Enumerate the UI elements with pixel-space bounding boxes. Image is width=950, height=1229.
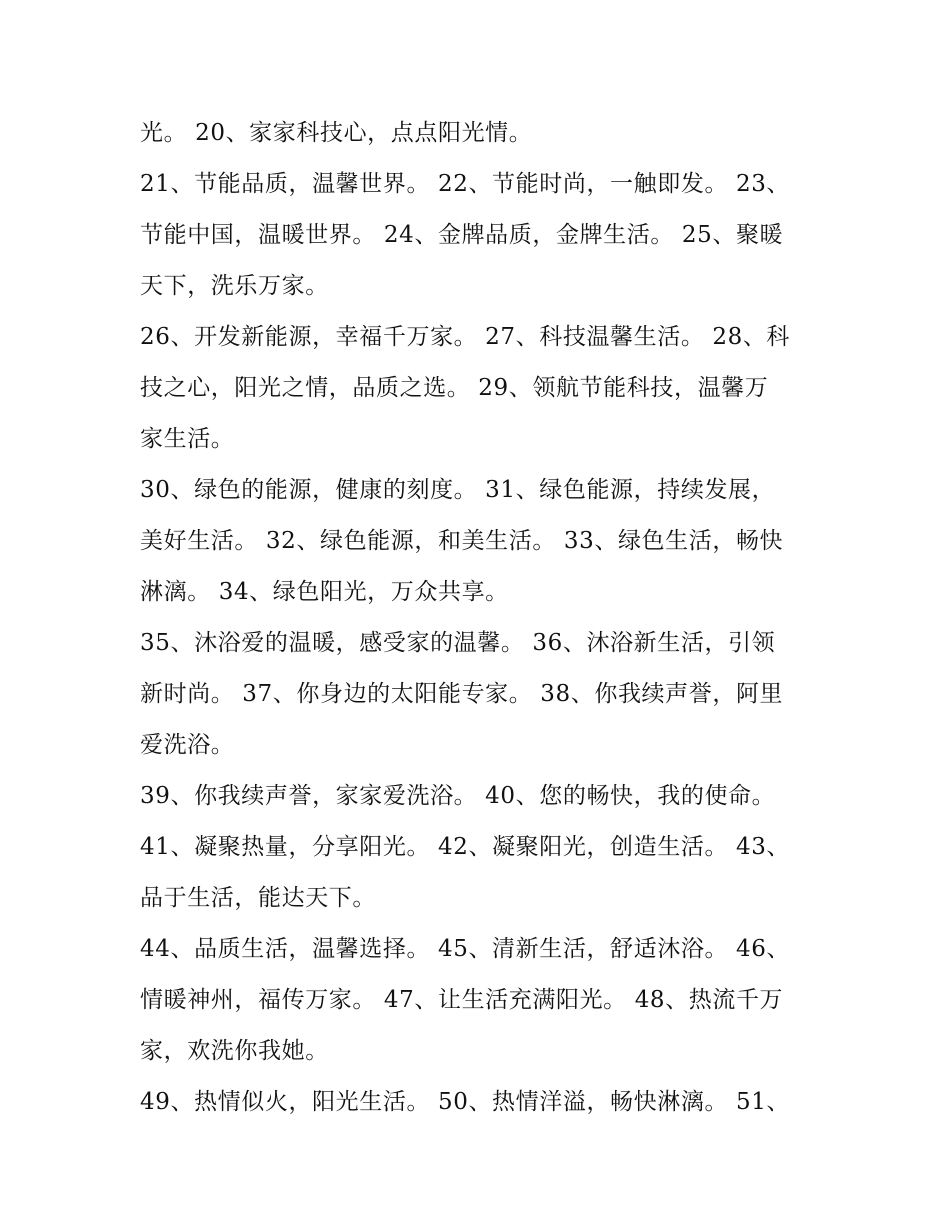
text-line: 39、你我续声誉，家家爱洗浴。 40、您的畅快，我的使命。 bbox=[140, 783, 776, 809]
text-line: 技之心，阳光之情，品质之选。 29、领航节能科技，温馨万 bbox=[140, 375, 769, 401]
text-line: 26、开发新能源，幸福千万家。 27、科技温馨生活。 28、科 bbox=[140, 324, 791, 350]
text-line: 49、热情似火，阳光生活。 50、热情洋溢，畅快淋漓。 51、 bbox=[140, 1089, 791, 1115]
text-line: 35、沐浴爱的温暖，感受家的温馨。 36、沐浴新生活，引领 bbox=[140, 630, 776, 656]
text-line: 家生活。 bbox=[140, 426, 235, 452]
text-line: 情暖神州，福传万家。 47、让生活充满阳光。 48、热流千万 bbox=[140, 987, 784, 1013]
text-line: 爱洗浴。 bbox=[140, 732, 235, 758]
text-line: 21、节能品质，温馨世界。 22、节能时尚，一触即发。 23、 bbox=[140, 171, 791, 197]
body-text bbox=[140, 108, 820, 1128]
text-line: 家，欢洗你我她。 bbox=[140, 1038, 329, 1064]
text-line: 节能中国，温暖世界。 24、金牌品质，金牌生活。 25、聚暖 bbox=[140, 222, 784, 248]
text-line: 美好生活。 32、绿色能源，和美生活。 33、绿色生活，畅快 bbox=[140, 528, 784, 554]
text-line: 44、品质生活，温馨选择。 45、清新生活，舒适沐浴。 46、 bbox=[140, 936, 791, 962]
text-line: 30、绿色的能源，健康的刻度。 31、绿色能源，持续发展， bbox=[140, 477, 776, 503]
text-line: 新时尚。 37、你身边的太阳能专家。 38、你我续声誉，阿里 bbox=[140, 681, 784, 707]
text-line: 光。 20、家家科技心，点点阳光情。 bbox=[140, 120, 533, 146]
text-line: 品于生活，能达天下。 bbox=[140, 885, 376, 911]
text-line: 41、凝聚热量，分享阳光。 42、凝聚阳光，创造生活。 43、 bbox=[140, 834, 791, 860]
text-line: 天下，洗乐万家。 bbox=[140, 273, 329, 299]
text-line: 淋漓。 34、绿色阳光，万众共享。 bbox=[140, 579, 509, 605]
